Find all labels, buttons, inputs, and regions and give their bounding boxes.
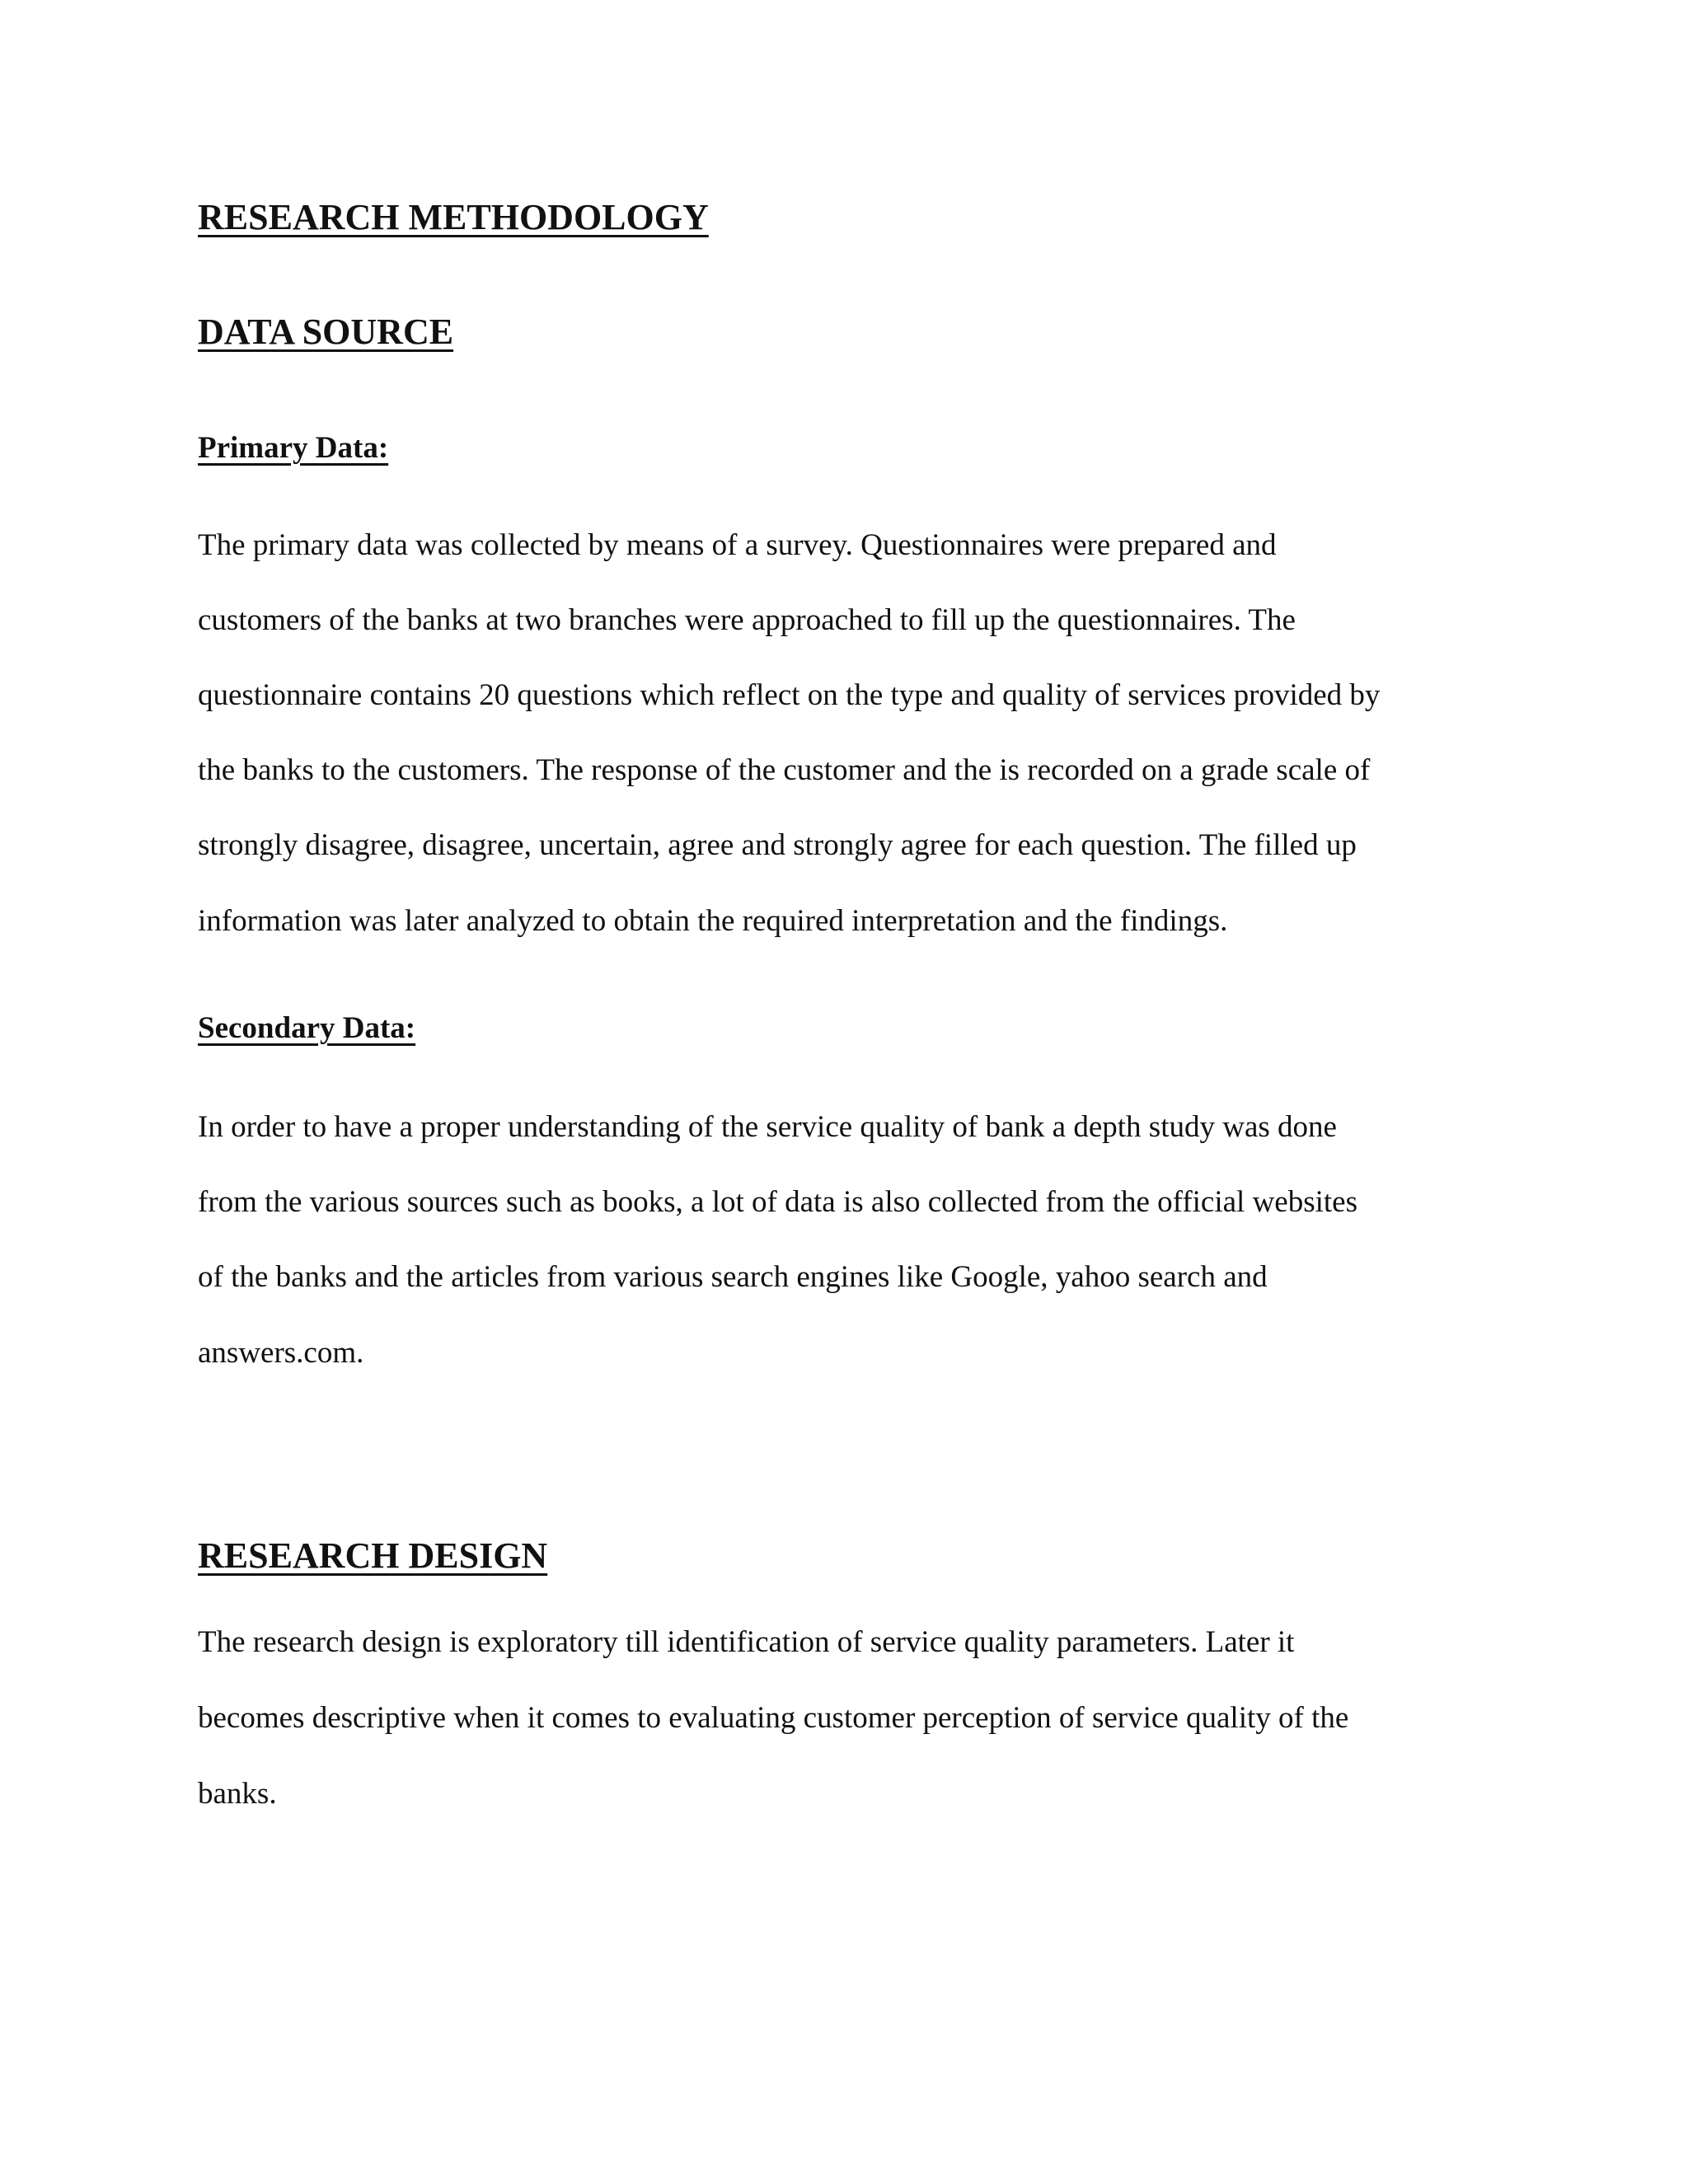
section-heading-research-design: RESEARCH DESIGN	[198, 1535, 548, 1576]
subheading-primary-data: Primary Data:	[198, 431, 389, 465]
paragraph-line: banks.	[198, 1777, 277, 1811]
paragraph-line: strongly disagree, disagree, uncertain, agree and strongly agree for each question. The filled up	[198, 828, 1357, 862]
paragraph-line: from the various sources such as books, a lot of data is also collected from the official websites	[198, 1185, 1357, 1219]
subheading-secondary-data: Secondary Data:	[198, 1011, 416, 1045]
paragraph-line: answers.com.	[198, 1336, 364, 1370]
paragraph-line: the banks to the customers. The response of the customer and the is recorded on a grade scale of	[198, 753, 1371, 787]
section-heading-data-source: DATA SOURCE	[198, 312, 454, 352]
paragraph-line: The research design is exploratory till identification of service quality parameters. Later it	[198, 1625, 1295, 1659]
paragraph-line: of the banks and the articles from various search engines like Google, yahoo search and	[198, 1260, 1268, 1294]
page-title: RESEARCH METHODOLOGY	[198, 197, 709, 237]
paragraph-line: questionnaire contains 20 questions which reflect on the type and quality of services provided by	[198, 678, 1381, 712]
paragraph-line: becomes descriptive when it comes to evaluating customer perception of service quality of the	[198, 1701, 1349, 1735]
paragraph-line: The primary data was collected by means of a survey. Questionnaires were prepared and	[198, 528, 1277, 562]
paragraph-line: information was later analyzed to obtain the required interpretation and the findings.	[198, 904, 1228, 938]
paragraph-line: customers of the banks at two branches were approached to fill up the questionnaires. The	[198, 603, 1296, 637]
paragraph-line: In order to have a proper understanding of the service quality of bank a depth study was done	[198, 1110, 1337, 1144]
